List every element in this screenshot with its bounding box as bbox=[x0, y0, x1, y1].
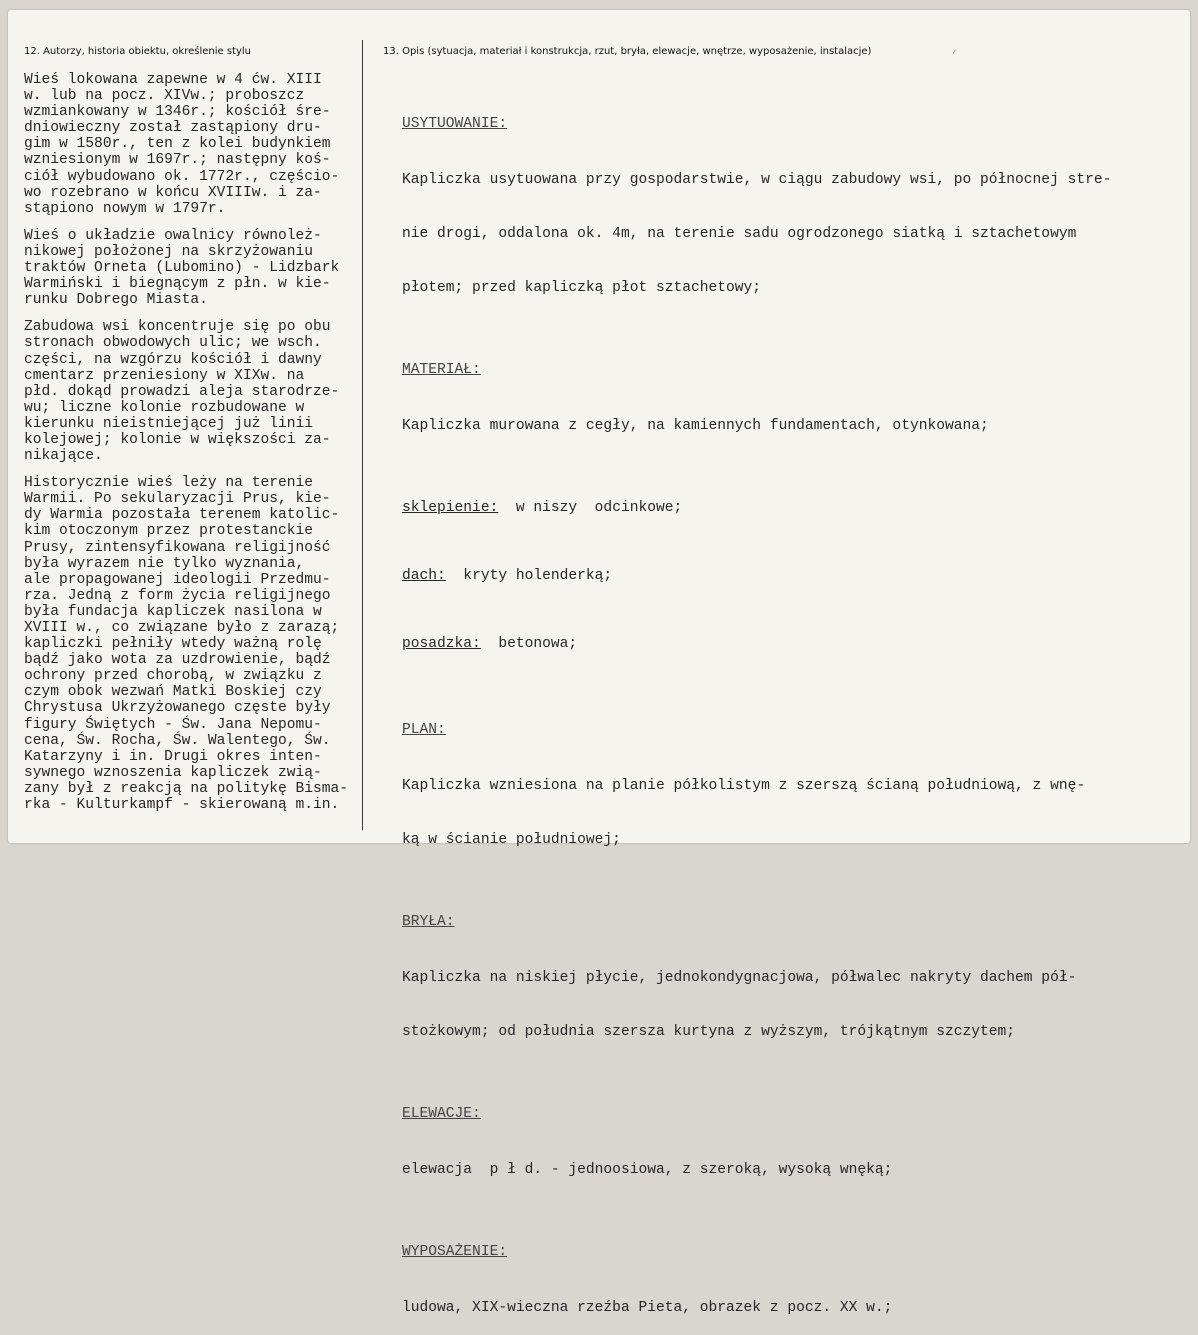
history-paragraph bbox=[24, 72, 348, 217]
text-line: sywnego wznoszenia kapliczek zwią- bbox=[24, 764, 322, 781]
text-line: dy Warmia pozostała terenem katolic- bbox=[24, 507, 340, 524]
text-line: runku Dobrego Miasta. bbox=[24, 292, 208, 309]
label-posadzka: posadzka: bbox=[402, 636, 481, 652]
text-line: kapliczki pełniły wtedy ważną rolę bbox=[24, 636, 322, 653]
text-line: wzniesionym w 1697r.; następny koś- bbox=[24, 152, 331, 169]
text-line: Warmiński i biegnącym z płn. w kie- bbox=[24, 276, 331, 293]
text-line: Kapliczka wzniesiona na planie półkolistym z szerszą ścianą południową, z wnę- bbox=[402, 778, 1086, 794]
text-line: nikające. bbox=[24, 448, 103, 465]
text-line: nie drogi, oddalona ok. 4m, na terenie sadu ogrodzonego siatką i sztachetowym bbox=[402, 226, 1077, 242]
text-line: traktów Orneta (Lubomino) - Lidzbark bbox=[24, 260, 340, 277]
text-line: Kapliczka na niskiej płycie, jednokondygnacjowa, półwalec nakryty dachem pół- bbox=[402, 970, 1077, 986]
heading-plan: PLAN: bbox=[402, 722, 446, 738]
text-line: XVIII w., co związane było z zarazą; bbox=[24, 620, 340, 636]
text-line: stąpiono nowym w 1797r. bbox=[24, 200, 226, 217]
row-sklepienie bbox=[402, 499, 1111, 521]
text-line: ale propagowanej ideologii Przedmu- bbox=[24, 571, 331, 588]
text-line: wzmiankowany w 1346r.; kościół śre- bbox=[24, 104, 331, 121]
text-line: Prusy, zintensyfikowana religijność bbox=[24, 539, 331, 556]
description-column bbox=[402, 79, 1111, 1335]
text-line: rza. Jedną z form życia religijnego bbox=[24, 587, 331, 604]
text-line: Chrystusa Ukrzyżowanego częste były bbox=[24, 700, 331, 717]
text-line: Historycznie wieś leży na terenie bbox=[24, 475, 314, 492]
text-line: ką w ścianie południowej; bbox=[402, 832, 621, 848]
row-posadzka bbox=[402, 635, 1111, 657]
value-sklepienie: w niszy odcinkowe; bbox=[498, 500, 683, 516]
column-divider bbox=[362, 40, 363, 830]
heading-bryla: BRYŁA: bbox=[402, 914, 455, 930]
value-posadzka: betonowa; bbox=[480, 636, 578, 652]
value-dach: kryty holenderką; bbox=[445, 568, 613, 584]
text-line: ludowa, XIX-wieczna rzeźba Pieta, obrazek z pocz. XX w.; bbox=[402, 1300, 893, 1316]
text-line: gim w 1580r., ten z kolei budynkiem bbox=[24, 136, 331, 153]
text-line: cena, Św. Rocha, Św. Walentego, Św. bbox=[24, 732, 331, 749]
text-line: czym obok wezwań Matki Boskiej czy bbox=[24, 684, 322, 701]
text-line: Wieś o układzie owalnicy równoleż- bbox=[24, 227, 322, 244]
history-paragraph bbox=[24, 228, 348, 308]
text-line: była wyrazem nie tylko wyznania, bbox=[24, 555, 305, 572]
history-paragraph bbox=[24, 319, 348, 464]
heading-wyposazenie: WYPOSAŻENIE: bbox=[402, 1244, 508, 1260]
text-line: płotem; przed kapliczką płot sztachetowy; bbox=[402, 280, 762, 296]
text-line: zany był z reakcją na politykę Bisma- bbox=[24, 780, 349, 797]
history-column bbox=[24, 72, 348, 824]
text-line: cmentarz przeniesiony w XIXw. na bbox=[24, 367, 305, 384]
text-line: kolejowej; kolonie w większości za- bbox=[24, 431, 331, 448]
text-line: ciół wybudowano ok. 1772r., częścio- bbox=[24, 168, 340, 185]
text-line: wo rozebrano w końcu XVIIIw. i za- bbox=[24, 184, 322, 201]
text-line: Kapliczka usytuowana przy gospodarstwie, w ciągu zabudowy wsi, po północnej stre- bbox=[402, 172, 1112, 188]
history-paragraph bbox=[24, 475, 348, 813]
text-line: Zabudowa wsi koncentruje się po obu bbox=[24, 319, 331, 336]
text-line: stronach obwodowych ulic; we wsch. bbox=[24, 335, 322, 352]
text-line: nikowej położonej na skrzyżowaniu bbox=[24, 243, 314, 260]
text-line: wu; liczne kolonie rozbudowane w bbox=[24, 399, 305, 416]
pen-mark: ⸝ bbox=[950, 44, 958, 57]
text-line: Katarzyny i in. Drugi okres inten- bbox=[24, 748, 322, 765]
text-line: figury Świętych - Św. Jana Nepomu- bbox=[24, 716, 322, 733]
heading-material: MATERIAŁ: bbox=[402, 362, 481, 378]
text-line: rka - Kulturkampf - skierowaną m.in. bbox=[24, 797, 340, 814]
text-line: Wieś lokowana zapewne w 4 ćw. XIII bbox=[24, 72, 322, 88]
heading-usytuowanie: USYTUOWANIE: bbox=[402, 116, 508, 132]
text-line: ochrony przed chorobą, w związku z bbox=[24, 668, 322, 685]
text-line: elewacja p ł d. - jednoosiowa, z szeroką, wysoką wnęką; bbox=[402, 1162, 893, 1178]
label-dach: dach: bbox=[402, 568, 446, 584]
row-dach bbox=[402, 567, 1111, 589]
text-line: stożkowym; od południa szersza kurtyna z wyższym, trójkątnym szczytem; bbox=[402, 1024, 1016, 1040]
text-line: części, na wzgórzu kościół i dawny bbox=[24, 351, 322, 368]
text-line: kim otoczonym przez protestanckie bbox=[24, 523, 314, 540]
text-line: dniowieczny został zastąpiony dru- bbox=[24, 120, 322, 137]
heading-elewacje: ELEWACJE: bbox=[402, 1106, 481, 1122]
text-line: w. lub na pocz. XIVw.; proboszcz bbox=[24, 88, 305, 105]
text-line: bądź jako wota za uzdrowienie, bądź bbox=[24, 652, 331, 669]
text-line: była fundacja kapliczek nasilona w bbox=[24, 603, 322, 620]
text-line: płd. dokąd prowadzi aleja starodrze- bbox=[24, 383, 340, 400]
header-description: 13. Opis (sytuacja, materiał i konstrukcja, rzut, bryła, elewacje, wnętrze, wyposażenie, instalacje) bbox=[383, 46, 872, 57]
header-history: 12. Autorzy, historia obiektu, określenie stylu bbox=[24, 46, 252, 57]
text-line: Warmii. Po sekularyzacji Prus, kie- bbox=[24, 491, 331, 508]
text-line: kierunku nieistniejącej już linii bbox=[24, 415, 314, 432]
text-line: Kapliczka murowana z cegły, na kamiennych fundamentach, otynkowana; bbox=[402, 418, 989, 434]
label-sklepienie: sklepienie: bbox=[402, 500, 499, 516]
